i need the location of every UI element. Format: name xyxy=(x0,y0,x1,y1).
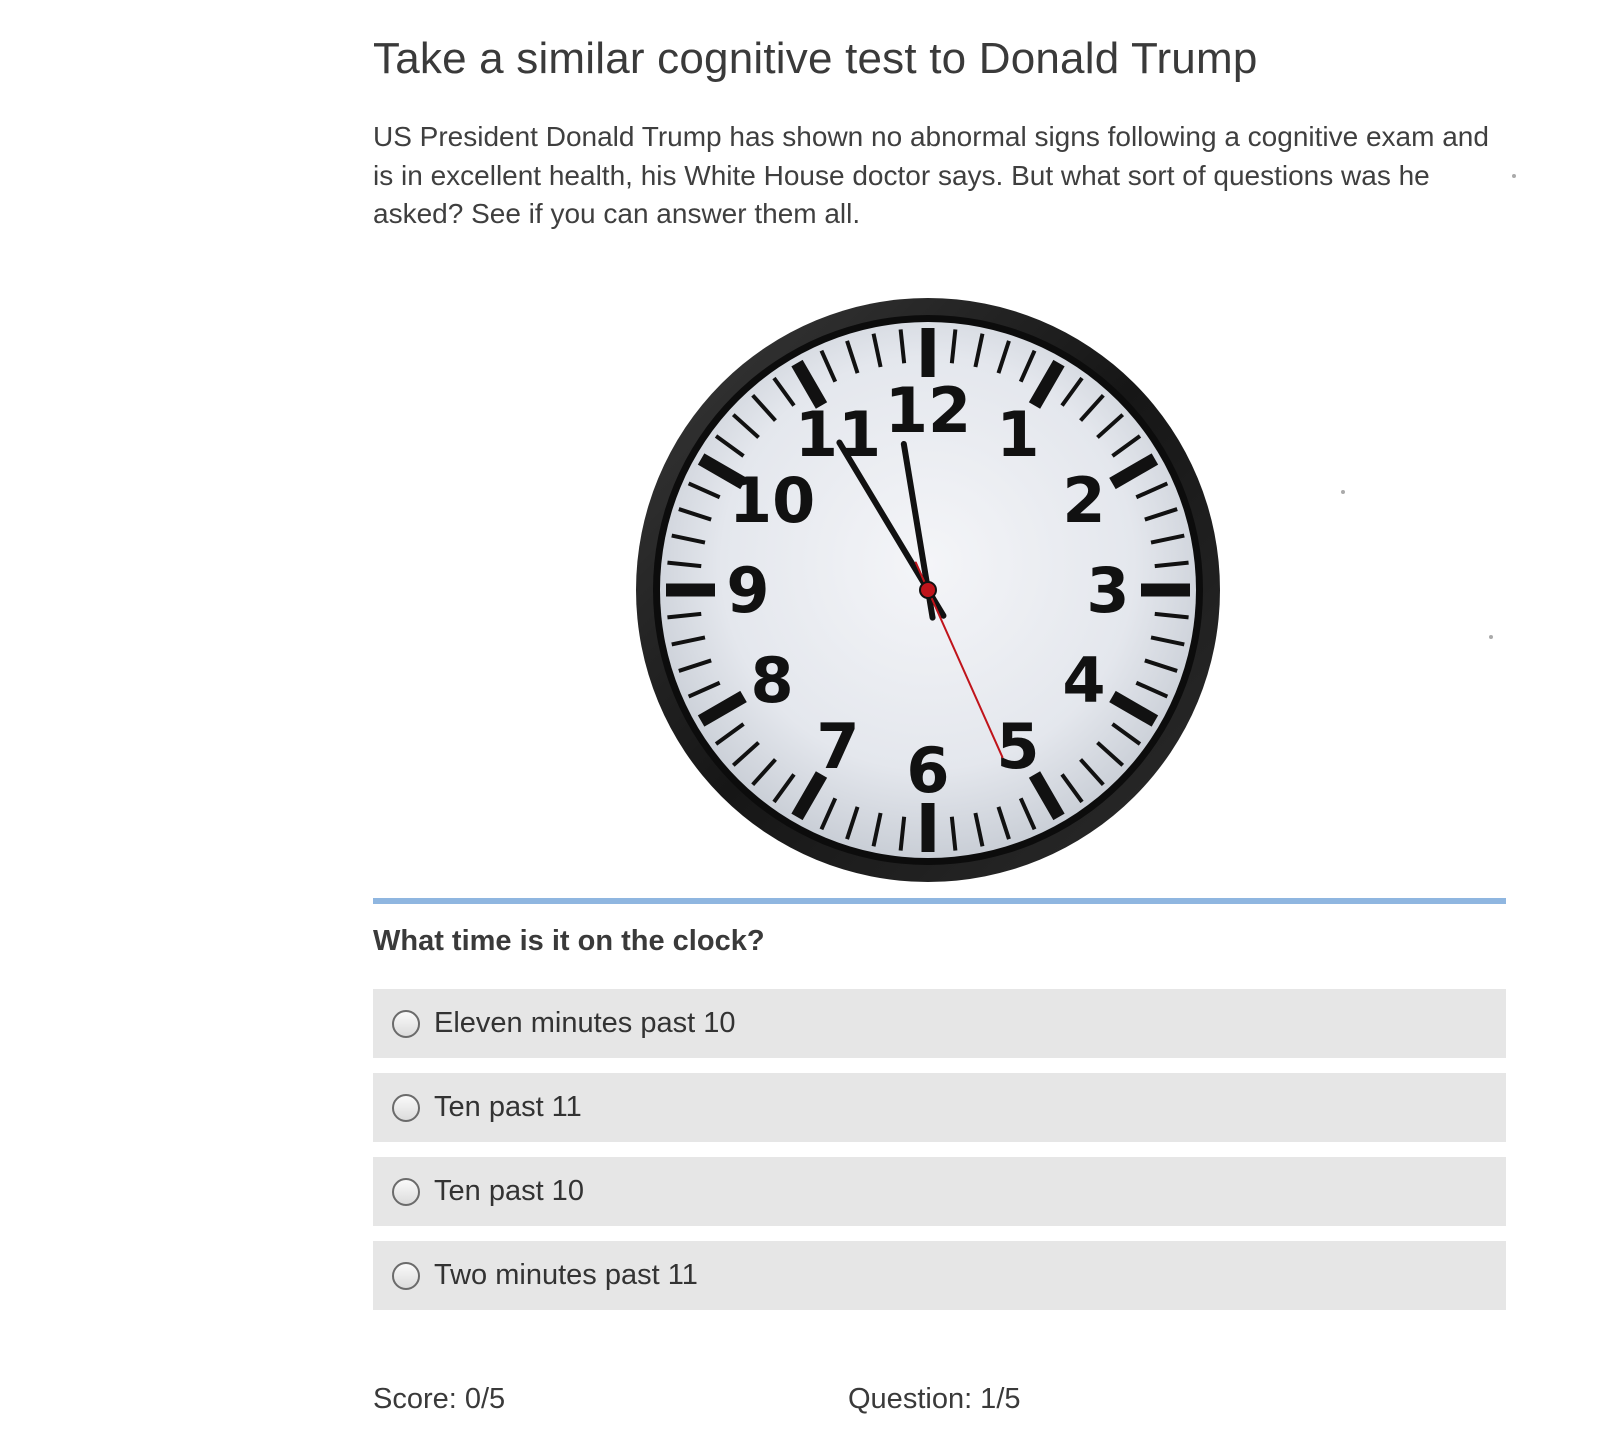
answer-option-3[interactable] xyxy=(373,1157,1506,1226)
clock-numeral: 7 xyxy=(816,709,860,783)
radio-button[interactable] xyxy=(392,1010,420,1038)
answer-options xyxy=(373,989,1506,1325)
answer-option-1[interactable] xyxy=(373,989,1506,1058)
radio-button[interactable] xyxy=(392,1178,420,1206)
clock-image xyxy=(633,293,1223,883)
question-text: What time is it on the clock? xyxy=(373,925,765,957)
clock-numeral: 1 xyxy=(996,398,1040,472)
clock-numeral: 2 xyxy=(1062,464,1106,537)
option-label: Ten past 10 xyxy=(434,1175,584,1207)
option-label: Two minutes past 11 xyxy=(434,1259,698,1291)
radio-button[interactable] xyxy=(392,1262,420,1290)
clock-numeral: 4 xyxy=(1062,644,1106,717)
answer-option-2[interactable] xyxy=(373,1073,1506,1142)
stray-dot xyxy=(1489,635,1493,639)
clock-icon xyxy=(633,293,1223,883)
question-counter: Question: 1/5 xyxy=(848,1383,1021,1415)
score-text: Score: 0/5 xyxy=(373,1383,506,1415)
clock-numeral: 3 xyxy=(1086,554,1130,627)
radio-button[interactable] xyxy=(392,1094,420,1122)
clock-numeral: 9 xyxy=(726,554,770,627)
clock-numeral: 6 xyxy=(906,734,950,807)
option-label: Eleven minutes past 10 xyxy=(434,1007,736,1039)
clock-numeral: 12 xyxy=(884,374,972,447)
clock-center-cap xyxy=(920,582,936,598)
clock-numeral: 10 xyxy=(728,464,816,537)
stray-dot xyxy=(1341,490,1345,494)
clock-numeral: 11 xyxy=(794,398,882,472)
clock-numeral: 5 xyxy=(996,709,1040,783)
clock-numeral: 8 xyxy=(750,644,794,717)
answer-option-4[interactable] xyxy=(373,1241,1506,1310)
section-divider xyxy=(373,898,1506,904)
intro-text: US President Donald Trump has shown no abnormal signs following a cognitive exam and is in excellent health, his White House doctor says. But what sort of questions was he asked? See if you can answer them all. xyxy=(373,121,1489,229)
page-title: Take a similar cognitive test to Donald Trump xyxy=(373,34,1258,83)
option-label: Ten past 11 xyxy=(434,1091,582,1123)
stray-dot xyxy=(1512,174,1516,178)
quiz-container xyxy=(373,28,1506,1415)
